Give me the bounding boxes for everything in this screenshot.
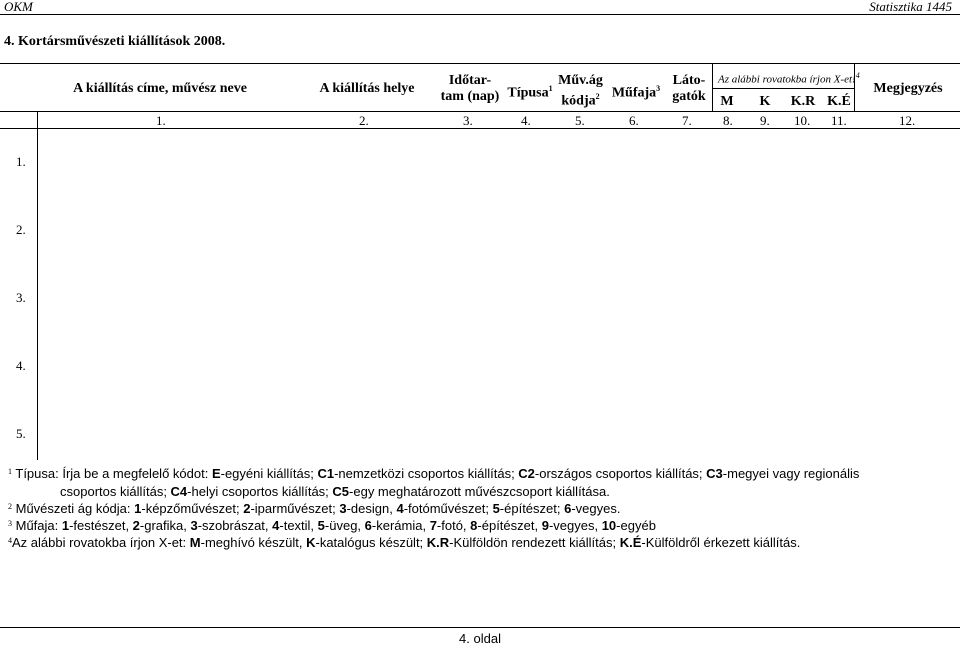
col-m-header: M bbox=[720, 94, 734, 109]
header-org: OKM bbox=[4, 0, 33, 14]
col-branch-header: Műv.ág kódja$^2$ bbox=[558, 73, 603, 109]
col-k-header: K bbox=[759, 94, 771, 109]
col-duration-header: Időtar- tam (nap) bbox=[440, 73, 500, 104]
mark-instruction-note: Az alábbi rovatokba írjon X-et!$^4$ bbox=[718, 71, 860, 86]
footnote-branch-code: $^2$ Művészeti ág kódja: 1-képzőművészet; 2-iparművészet; 3-design, 4-fotóművészet; 5-építészet; 6-vegyes. bbox=[8, 501, 621, 516]
footer-divider bbox=[0, 627, 960, 628]
header-divider-line bbox=[0, 111, 960, 112]
col-kr-header: K.R bbox=[790, 94, 816, 109]
col-number: 10. bbox=[794, 113, 811, 128]
col-number: 6. bbox=[629, 113, 639, 128]
col-number: 9. bbox=[760, 113, 770, 128]
footnote-type-continued: csoportos kiállítás; C4-helyi csoportos kiállítás; C5-egy meghatározott művészcsoport kiállítása. bbox=[60, 484, 610, 499]
col-remark-header: Megjegyzés bbox=[873, 81, 943, 96]
col-visitors-header: Láto- gatók bbox=[672, 73, 706, 104]
col-number: 8. bbox=[723, 113, 733, 128]
col-type-header: Típusa$^1$ bbox=[507, 84, 553, 101]
row-number-column-line bbox=[37, 111, 38, 460]
row-number: 1. bbox=[16, 154, 26, 169]
row-number: 3. bbox=[16, 290, 26, 305]
table-top-border bbox=[0, 63, 960, 64]
col-place-header: A kiállítás helye bbox=[319, 81, 415, 96]
footnote-genre: $^3$ Műfaja: 1-festészet, 2-grafika, 3-szobrászat, 4-textil, 5-üveg, 6-kerámia, 7-fotó, 8-építészet, 9-vegyes, 10-egyéb bbox=[8, 518, 656, 533]
col-number: 5. bbox=[575, 113, 585, 128]
col-number: 11. bbox=[831, 113, 847, 128]
numbers-divider-line bbox=[0, 128, 960, 129]
col-number: 1. bbox=[156, 113, 166, 128]
footnote-type: $^1$ Típusa: Írja be a megfelelő kódot: E-egyéni kiállítás; C1-nemzetközi csoportos kiállítás; C2-országos csoportos kiállítás; C3-megyei vagy regionális bbox=[8, 466, 860, 481]
page-number: 4. oldal bbox=[459, 631, 501, 646]
col-number: 7. bbox=[682, 113, 692, 128]
header-divider bbox=[0, 14, 960, 15]
col-ke-header: K.É bbox=[827, 94, 851, 109]
col-title-header: A kiállítás címe, művész neve bbox=[73, 81, 247, 96]
col-number: 4. bbox=[521, 113, 531, 128]
row-number: 4. bbox=[16, 358, 26, 373]
col-genre-header: Műfaja$^3$ bbox=[611, 84, 661, 101]
col-number: 2. bbox=[359, 113, 369, 128]
footnote-marks: $^4$Az alábbi rovatokba írjon X-et: M-meghívó készült, K-katalógus készült; K.R-Külföldön rendezett kiállítás; K.É-Külföldről érkezett kiállítás. bbox=[8, 535, 801, 550]
subheader-line bbox=[712, 88, 854, 89]
col-number: 12. bbox=[899, 113, 916, 128]
col-number: 3. bbox=[463, 113, 473, 128]
row-number: 2. bbox=[16, 222, 26, 237]
header-form-id: Statisztika 1445 bbox=[869, 0, 952, 14]
section-title: 4. Kortársművészeti kiállítások 2008. bbox=[4, 34, 226, 49]
row-number: 5. bbox=[16, 426, 26, 441]
